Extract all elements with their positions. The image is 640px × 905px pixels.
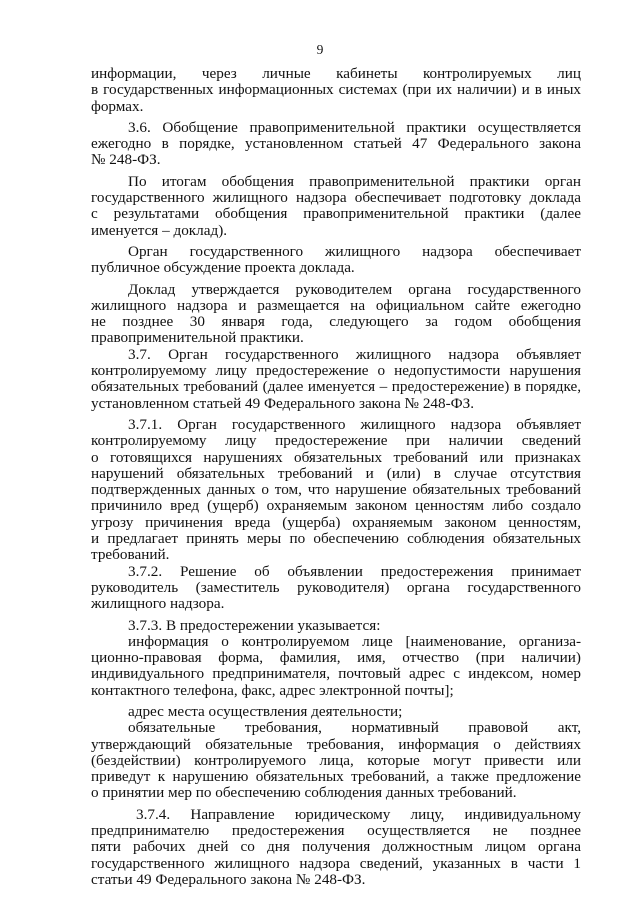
text-line: не позднее 30 января года, следующего за годом обобщения — [91, 313, 581, 331]
text-line: в государственных информационных системах (при их наличии) и в иных — [91, 81, 581, 99]
text-line: контролируемому лицу предостережение при наличии сведений — [91, 432, 581, 450]
text-line: 3.7.4. Направление юридическому лицу, индивидуальному — [136, 805, 581, 823]
text-line: государственного жилищного надзора обеспечивает подготовку доклада — [91, 189, 581, 207]
text-line: приведут к нарушению обязательных требований, а также предложение — [91, 768, 581, 786]
text-line: о готовящихся нарушениях обязательных требований или признаках — [91, 448, 581, 466]
text-line: обязательных требований (далее именуется – предостережение) в порядке, — [91, 378, 581, 396]
text-line: формах. — [91, 97, 144, 115]
text-line: 3.7. Орган государственного жилищного надзора объявляет — [128, 345, 581, 363]
text-line: Доклад утверждается руководителем органа государственного — [128, 280, 581, 298]
text-line: обязательные требования, нормативный правовой акт, — [128, 719, 581, 737]
text-line: пяти рабочих дней со дня получения должностным лицом органа — [91, 838, 581, 856]
text-line: индивидуального предпринимателя, почтовый адрес с индексом, номер — [91, 665, 581, 683]
text-line: установленном статьей 49 Федерального закона № 248-ФЗ. — [91, 394, 475, 412]
text-line: с результатами обобщения правоприменительной практики (далее — [91, 205, 581, 223]
text-line: информация о контролируемом лице [наименование, организа- — [128, 632, 581, 650]
text-line: предпринимателю предостережения осуществляется не позднее — [91, 822, 581, 840]
text-line: 3.7.2. Решение об объявлении предостережения принимает — [128, 562, 581, 580]
text-line: причинило вред (ущерб) охраняемым законом ценностям либо создало — [91, 497, 581, 515]
text-line: государственного жилищного надзора сведений, указанных в части 1 — [91, 854, 581, 872]
text-line: утверждающий обязательные требования, информация о действиях — [91, 735, 581, 753]
text-line: жилищного надзора и размещается на официальном сайте ежегодно — [91, 296, 581, 314]
text-line: именуется – доклад). — [91, 221, 228, 239]
text-line: ежегодно в порядке, установленном статьей 47 Федерального закона — [91, 135, 581, 153]
page-number: 9 — [316, 42, 324, 57]
text-line: статьи 49 Федерального закона № 248-ФЗ. — [91, 870, 366, 888]
document-body — [91, 66, 581, 888]
text-line: угрозу причинения вреда (ущерба) охраняемым законом ценностям, — [91, 513, 581, 531]
text-line: и предлагает принять меры по обеспечению соблюдения обязательных — [91, 530, 581, 548]
text-line: № 248-ФЗ. — [91, 151, 161, 169]
text-line: 3.7.3. В предостережении указывается: — [128, 616, 381, 634]
text-line: 3.6. Обобщение правоприменительной практики осуществляется — [128, 118, 581, 136]
text-line: 3.7.1. Орган государственного жилищного надзора объявляет — [128, 415, 581, 433]
text-line: жилищного надзора. — [91, 595, 225, 613]
text-line: нарушений обязательных требований и (или) в случае отсутствия — [91, 464, 581, 482]
text-line: публичное обсуждение проекта доклада. — [91, 259, 355, 277]
text-line: (бездействии) контролируемого лица, которые могут привести или — [91, 751, 581, 769]
text-line: информации, через личные кабинеты контролируемых лиц — [91, 65, 581, 82]
text-line: По итогам обобщения правоприменительной практики орган — [128, 172, 581, 190]
text-line: ционно-правовая форма, фамилия, имя, отчество (при наличии) — [91, 649, 581, 667]
text-line: адрес места осуществления деятельности; — [128, 702, 403, 720]
text-line: подтвержденных данных о том, что нарушение обязательных требований — [91, 481, 581, 499]
text-line: о принятии мер по обеспечению соблюдения данных требований. — [91, 784, 517, 802]
text-line: контактного телефона, факс, адрес электронной почты]; — [91, 681, 454, 699]
text-line: правоприменительной практики. — [91, 329, 304, 347]
text-line: руководитель (заместитель руководителя) органа государственного — [91, 578, 581, 596]
text-line: Орган государственного жилищного надзора обеспечивает — [128, 242, 581, 260]
text-line: контролируемому лицу предостережение о недопустимости нарушения — [91, 362, 581, 380]
text-line: требований. — [91, 546, 170, 564]
